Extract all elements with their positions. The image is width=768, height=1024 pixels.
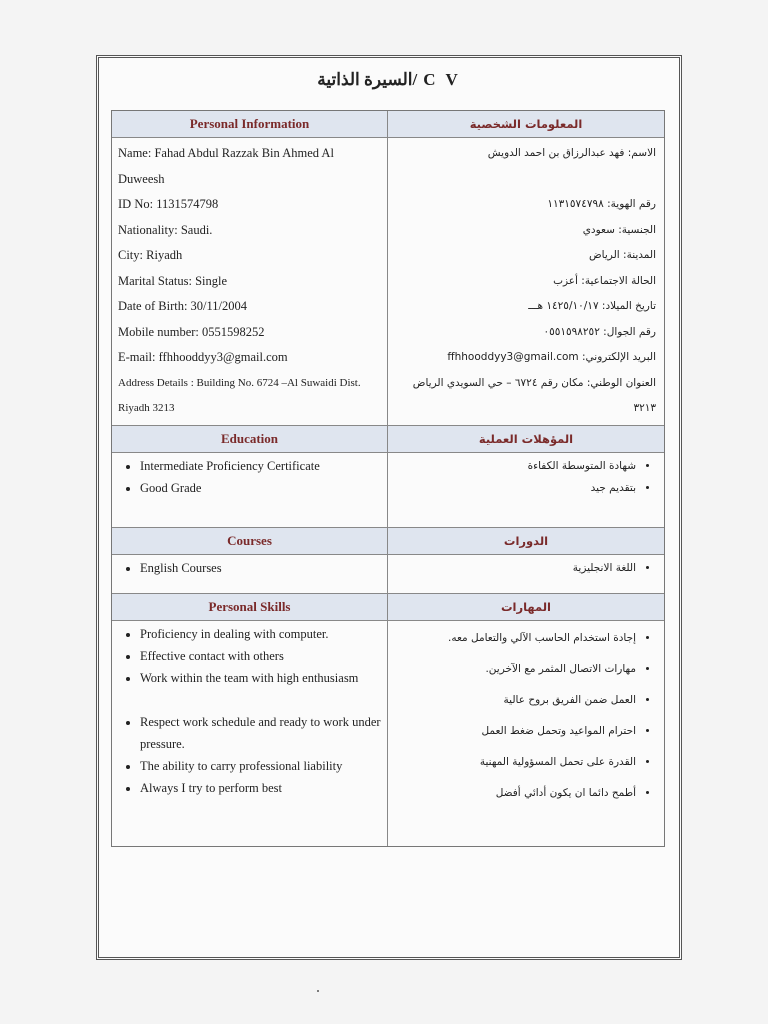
- skill-item: • The ability to carry professional liability: [140, 755, 387, 777]
- dob-ar: تاريخ الميلاد: ١٤٢٥/١٠/١٧ هـــ: [528, 300, 656, 312]
- name2-en: Duweesh: [118, 171, 165, 186]
- email-en: E-mail: ffhhooddyy3@gmail.com: [118, 350, 288, 364]
- stray-dot: [317, 990, 319, 992]
- education-item-ar: • شهادة المتوسطة الكفاءة: [388, 455, 636, 477]
- skills-en: [112, 621, 388, 846]
- skill-item-ar: • أطمح دائما ان يكون أدائي أفضل: [388, 778, 636, 809]
- address-ar: العنوان الوطني: مكان رقم ٦٧٢٤ – حي السويدي الرياض: [412, 376, 656, 389]
- skills-header-row: [112, 594, 664, 621]
- mobile-ar: رقم الجوال: ٠٥٥١٥٩٨٢٥٢: [543, 325, 656, 338]
- education-en: [112, 453, 388, 527]
- education-header-en: Education: [112, 426, 388, 452]
- personal-en: [112, 138, 388, 425]
- education-body-row: [112, 453, 664, 528]
- education-item: • Good Grade: [140, 477, 387, 499]
- courses-header-ar: الدورات: [388, 528, 664, 554]
- nationality-ar: الجنسية: سعودي: [582, 223, 656, 236]
- courses-header-row: [112, 528, 664, 555]
- skill-item-ar: • احترام المواعيد وتحمل ضغط العمل: [388, 716, 636, 747]
- cv-sheet: [96, 55, 682, 960]
- education-header-row: [112, 426, 664, 453]
- education-item: • Intermediate Proficiency Certificate: [140, 455, 387, 477]
- address2-en: Riyadh 3213: [118, 402, 175, 414]
- nationality-en: Nationality: Saudi.: [118, 222, 213, 237]
- id-en: ID No: 1131574798: [118, 197, 219, 211]
- title-en: C V: [423, 70, 461, 89]
- education-ar: [388, 453, 664, 527]
- id-ar: رقم الهوية: ١١٣١٥٧٤٧٩٨: [547, 198, 656, 210]
- skills-ar: [388, 621, 664, 846]
- courses-ar: [388, 555, 664, 593]
- skills-header-en: Personal Skills: [112, 594, 388, 620]
- title-ar: السيرة الذاتية/: [317, 70, 418, 89]
- skill-item: • Respect work schedule and ready to work under pressure.: [140, 711, 387, 755]
- spacer-ar: [396, 167, 656, 193]
- skills-body-row: [112, 621, 664, 846]
- address2-ar: ٣٢١٣: [633, 402, 656, 414]
- personal-header-en: Personal Information: [112, 111, 388, 137]
- education-header-ar: المؤهلات العملية: [388, 426, 664, 452]
- email-ar: البريد الإلكتروني: ffhhooddyy3@gmail.com: [447, 351, 656, 363]
- skill-item: • Effective contact with others: [140, 645, 387, 667]
- skill-item: • Work within the team with high enthusiasm: [140, 667, 387, 711]
- name-ar: الاسم: فهد عبدالرزاق بن احمد الدويش: [487, 147, 656, 159]
- skill-item-ar: • إجادة استخدام الحاسب الآلي والتعامل معه.: [388, 623, 636, 654]
- marital-en: Marital Status: Single: [118, 273, 228, 288]
- skill-item-ar: • القدرة على تحمل المسؤولية المهنية: [388, 747, 636, 778]
- courses-body-row: [112, 555, 664, 594]
- mobile-en: Mobile number: 0551598252: [118, 324, 265, 339]
- dob-en: Date of Birth: 30/11/2004: [118, 299, 248, 313]
- address-en: Address Details : Building No. 6724 –Al Suwaidi Dist.: [118, 376, 361, 389]
- course-item: • English Courses: [140, 557, 387, 579]
- course-item-ar: • اللغة الانجليزية: [388, 557, 636, 579]
- personal-header-row: [112, 111, 664, 138]
- skill-item: • Proficiency in dealing with computer.: [140, 623, 387, 645]
- name-en: Name: Fahad Abdul Razzak Bin Ahmed Al: [118, 146, 334, 160]
- cv-table: [111, 110, 665, 847]
- page-title: [99, 70, 679, 90]
- city-en: City: Riyadh: [118, 248, 183, 262]
- skill-item: • Always I try to perform best: [140, 777, 387, 799]
- personal-ar: [388, 138, 664, 425]
- skill-item-ar: • العمل ضمن الفريق بروح عالية: [388, 685, 636, 716]
- courses-header-en: Courses: [112, 528, 388, 554]
- courses-en: [112, 555, 388, 593]
- marital-ar: الحالة الاجتماعية: أعزب: [553, 274, 656, 287]
- personal-body-row: [112, 138, 664, 426]
- skills-header-ar: المهارات: [388, 594, 664, 620]
- skill-item-ar: • مهارات الاتصال المثمر مع الآخرين.: [388, 654, 636, 685]
- education-item-ar: • بتقديم جيد: [388, 477, 636, 499]
- city-ar: المدينة: الرياض: [588, 249, 656, 261]
- personal-header-ar: المعلومات الشخصية: [388, 111, 664, 137]
